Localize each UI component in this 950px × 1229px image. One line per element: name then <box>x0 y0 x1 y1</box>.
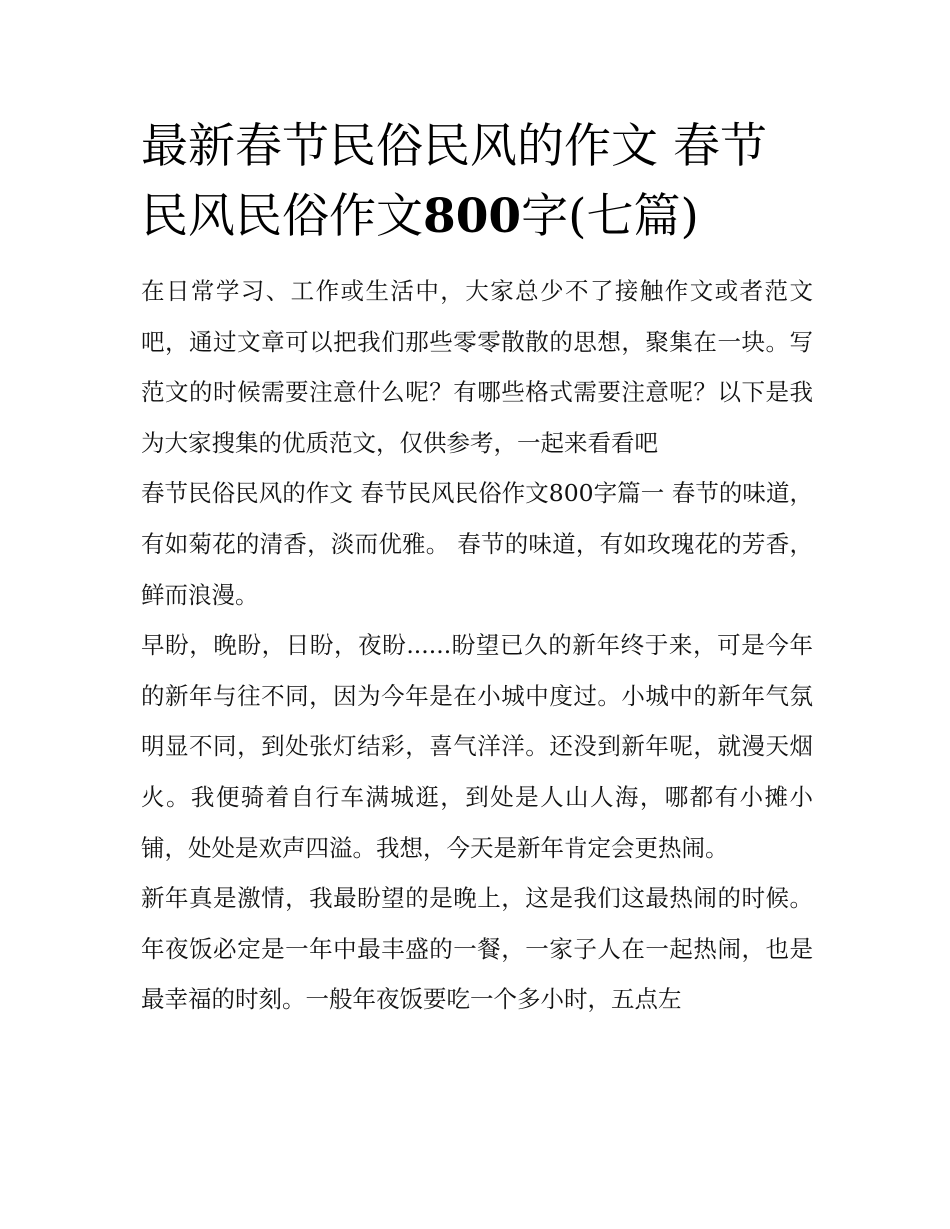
paragraph-intro: 在日常学习、工作或生活中，大家总少不了接触作文或者范文吧，通过文章可以把我们那些零零散散的思想，聚集在一块。写范文的时候需要注意什么呢？有哪些格式需要注意呢？以下是我为大家搜集的优质范文，仅供参考，一起来看看吧 <box>141 277 813 457</box>
paragraph-new-year-eve: 新年真是激情，我最盼望的是晚上，这是我们这最热闹的时候。年夜饭必定是一年中最丰盛的一餐，一家子人在一起热闹，也是最幸福的时刻。一般年夜饭要吃一个多小时，五点左 <box>141 884 813 1014</box>
paragraph-new-year-town: 早盼，晚盼，日盼，夜盼......盼望已久的新年终于来，可是今年的新年与往不同，因为今年是在小城中度过。小城中的新年气氛明显不同，到处张灯结彩，喜气洋洋。还没到新年呢，就漫天烟火。我便骑着自行车满城逛，到处是人山人海，哪都有小摊小铺，处处是欢声四溢。我想，今天是新年肯定会更热闹。 <box>141 631 813 862</box>
paragraph-essay-one-opening: 春节民俗民风的作文 春节民风民俗作文800字篇一 春节的味道，有如菊花的清香，淡而优雅。 春节的味道，有如玫瑰花的芳香，鲜而浪漫。 <box>141 479 813 609</box>
document-content <box>141 112 813 1025</box>
document-title: 最新春节民俗民风的作文 春节民风民俗作文800字(七篇) <box>141 119 767 244</box>
